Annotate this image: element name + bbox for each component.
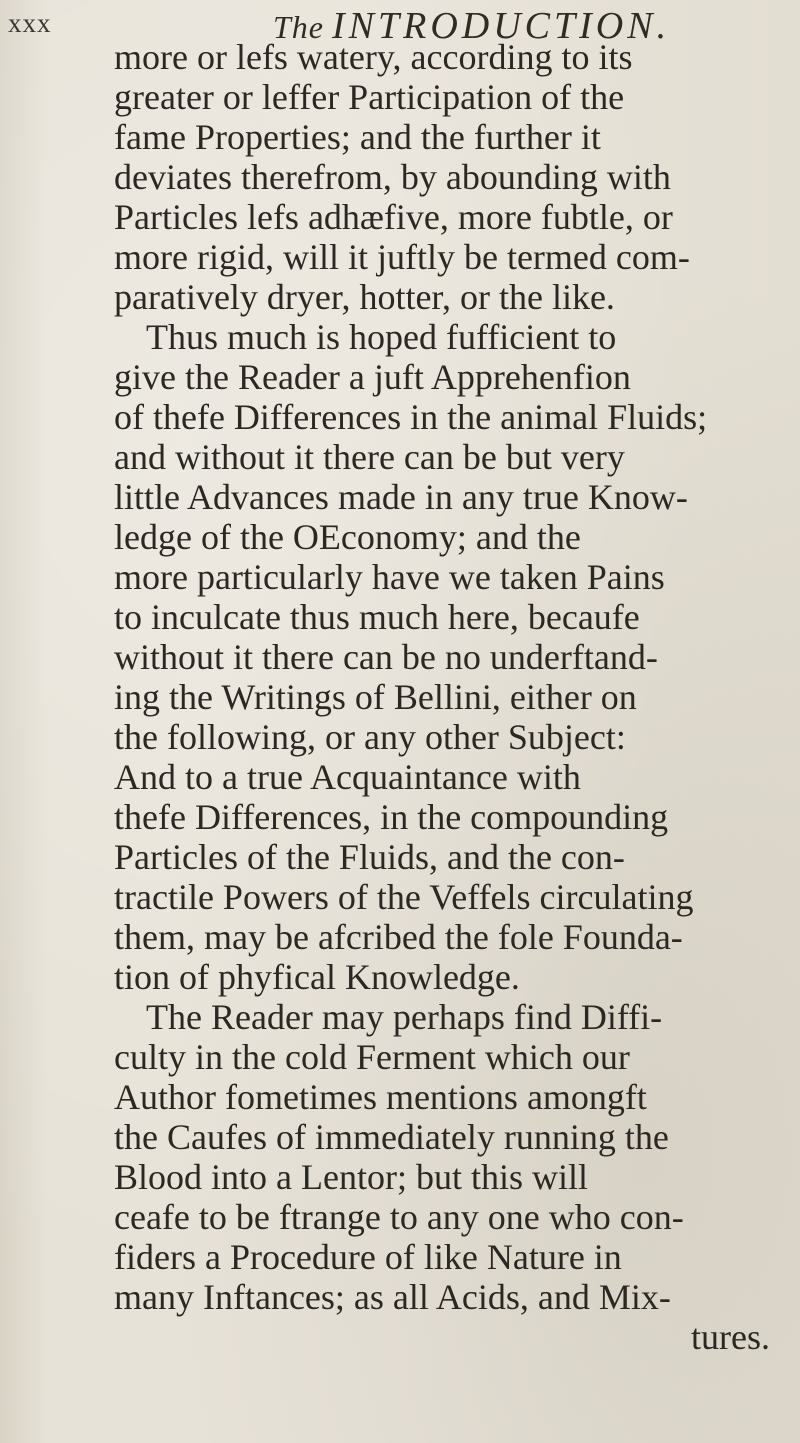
- text-line: give the Reader a juft Apprehenfion: [114, 357, 631, 397]
- text-line: greater or leffer Participation of the: [114, 77, 625, 117]
- catchword: tures.: [691, 1317, 770, 1357]
- text-line: ing the Writings of Bellini, either on: [114, 677, 637, 717]
- text-line: ceafe to be ftrange to any one who con-: [114, 1197, 684, 1237]
- text-line: many Inftances; as all Acids, and Mix-: [114, 1277, 671, 1317]
- text-line: Thus much is hoped fufficient to: [146, 317, 617, 357]
- text-line: Particles lefs adhæfive, more fubtle, or: [114, 197, 673, 237]
- text-line: ledge of the OEconomy; and the: [114, 517, 581, 557]
- text-line: the Caufes of immediately running the: [114, 1117, 669, 1157]
- text-line: more or lefs watery, according to its: [114, 37, 633, 77]
- text-line: fame Properties; and the further it: [114, 117, 601, 157]
- text-line: thefe Differences, in the compounding: [114, 797, 669, 837]
- text-line: Particles of the Fluids, and the con-: [114, 837, 625, 877]
- text-line: The Reader may perhaps find Diffi-: [146, 997, 663, 1037]
- text-line: more particularly have we taken Pains: [114, 557, 665, 597]
- text-line: little Advances made in any true Know-: [114, 477, 688, 517]
- text-line: deviates therefrom, by abounding with: [114, 157, 671, 197]
- text-line: of thefe Differences in the animal Fluids;: [114, 397, 708, 437]
- text-line: Blood into a Lentor; but this will: [114, 1157, 588, 1197]
- text-line: without it there can be no underftand-: [114, 637, 658, 677]
- text-line: Author fometimes mentions amongft: [114, 1077, 647, 1117]
- text-line: tion of phyfical Knowledge.: [114, 957, 520, 997]
- text-line: fiders a Procedure of like Nature in: [114, 1237, 622, 1277]
- text-line: and without it there can be but very: [114, 437, 625, 477]
- text-line: them, may be afcribed the fole Founda-: [114, 917, 683, 957]
- text-line: to inculcate thus much here, becaufe: [114, 597, 640, 637]
- running-head-the: The: [273, 9, 324, 45]
- text-line: And to a true Acquaintance with: [114, 757, 581, 797]
- text-line: tractile Powers of the Veffels circulating: [114, 877, 694, 917]
- text-line: culty in the cold Ferment which our: [114, 1037, 630, 1077]
- text-line: paratively dryer, hotter, or the like.: [114, 277, 615, 317]
- running-head-title: INTRODUCTION.: [332, 5, 671, 47]
- text-line: more rigid, will it juftly be termed com-: [114, 237, 690, 277]
- signature-mark: xxx: [8, 8, 52, 38]
- text-line: the following, or any other Subject:: [114, 717, 626, 757]
